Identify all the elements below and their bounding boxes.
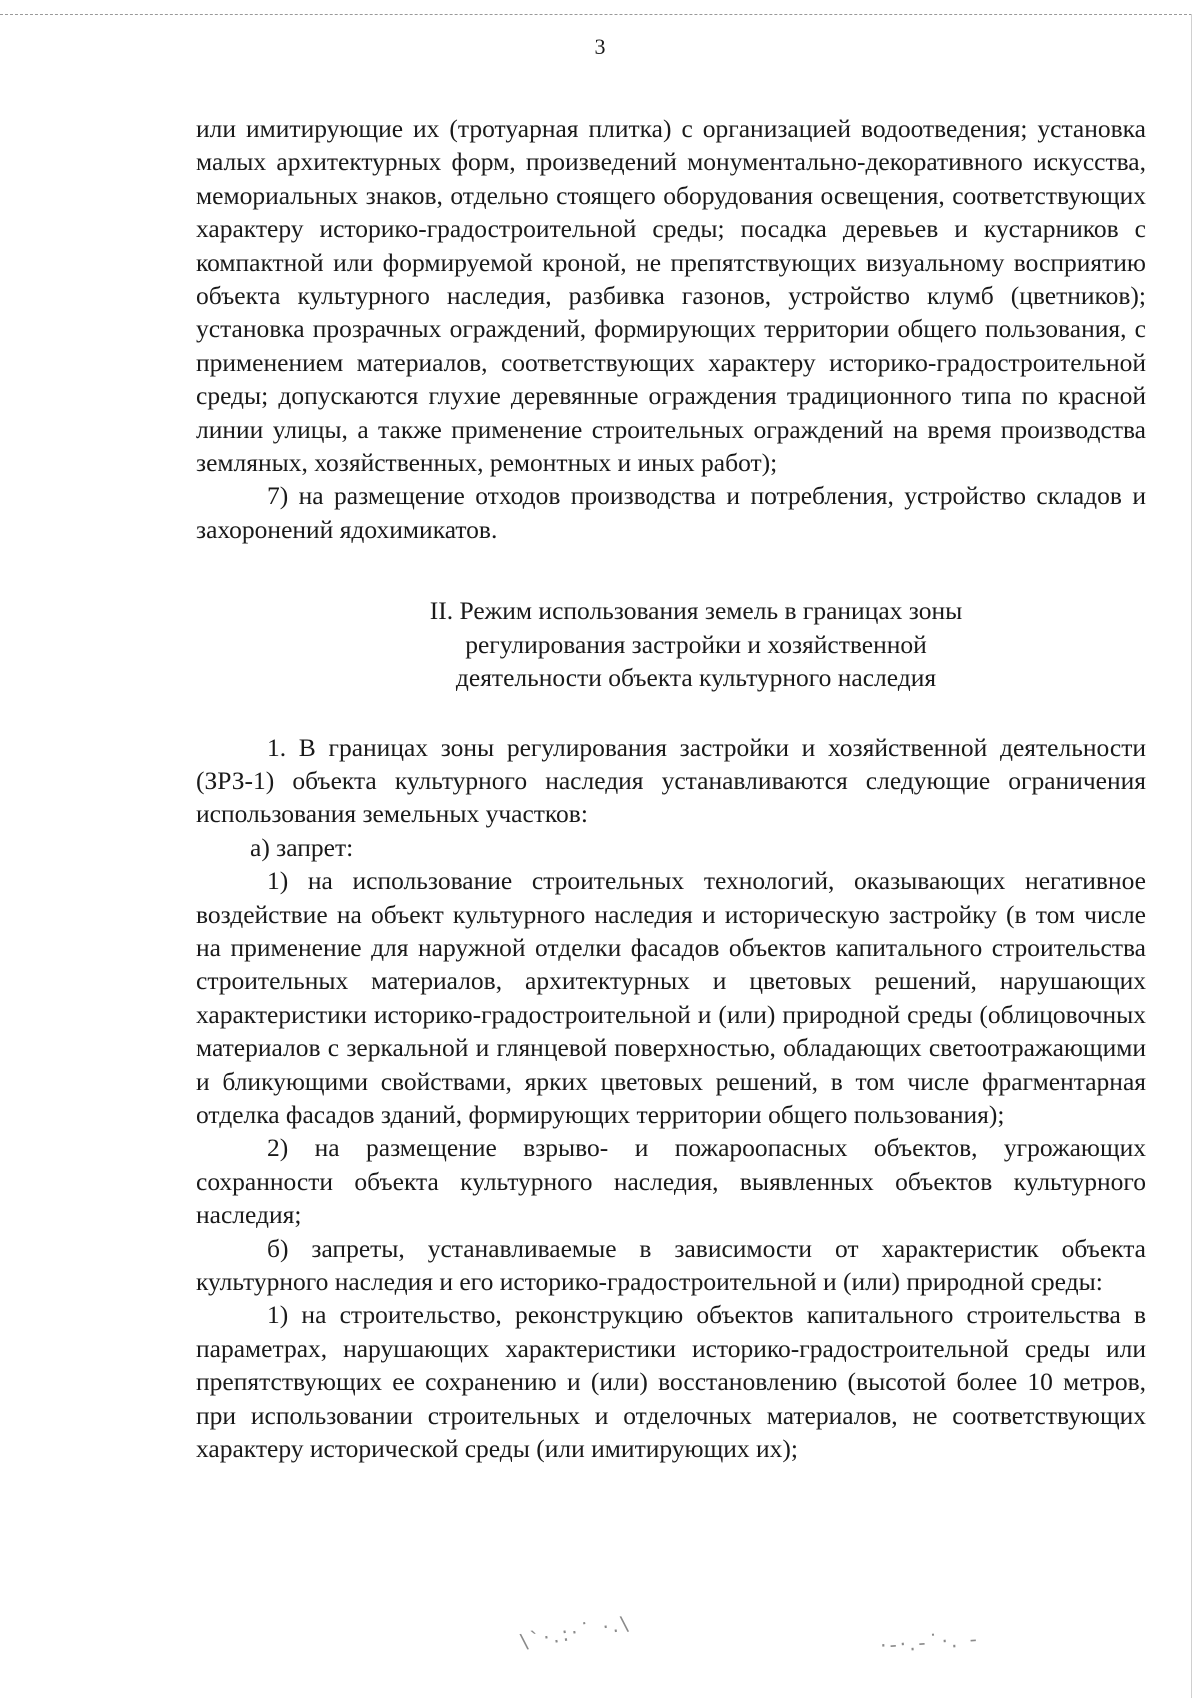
paragraph-a-item-1: 1) на использование строительных технологий, оказывающих негативное воздействие на объект культурного наследия и историческую застройку (в том числе на применение для наружной отделки фасадов объектов капитального строительства строительных материалов, архитектурных и цветовых решений, нарушающих характеристики историко-градостроительной и (или) природной среды (облицовочных материалов с зеркальной и глянцевой поверхностью, обладающих светоотражающими и бликующими свойствами, ярких цветовых решений, в том числе фрагментарная отделка фасадов зданий, формирующих территории общего пользования);: [196, 866, 1146, 1129]
scan-right-edge: [1191, 14, 1192, 1698]
section-heading-line: деятельности объекта культурного наследия: [455, 663, 937, 693]
scan-smudge: \`·.:·˙ ·.\: [518, 1610, 633, 1654]
paragraph-b-item-1: 1) на строительство, реконструкцию объектов капитального строительства в параметрах, нарушающих характеристики историко-градостроительной среды или препятствующих ее сохранению и (или) восстановлению (высотой более 10 метров, при использовании строительных и отделочных материалов, не соответствующих характеру исторической среды (или имитирующих их);: [196, 1300, 1146, 1464]
section-heading: [196, 594, 1146, 694]
page-number: 3: [594, 34, 606, 59]
document-body: [196, 112, 1146, 1465]
paragraph-continuation: или имитирующие их (тротуарная плитка) с организацией водоотведения; установка малых архитектурных форм, произведений монументально-декоративного искусства, мемориальных знаков, отдельно стоящего оборудования освещения, соответствующих характеру историко-градостроительной среды; посадка деревьев и кустарников с компактной или формируемой кроной, не препятствующих визуальному восприятию объекта культурного наследия, разбивка газонов, устройство клумб (цветников); установка прозрачных ограждений, формирующих территории общего пользования, с применением материалов, соответствующих характеру историко-градостроительной среды; допускаются глухие деревянные ограждения традиционного типа по красной линии улицы, а также применение строительных ограждений на время производства земляных, хозяйственных, ремонтных и иных работ);: [196, 114, 1146, 478]
section-heading-line: II. Режим использования земель в границах зоны: [429, 596, 963, 626]
paragraph-sub-b: б) запреты, устанавливаемые в зависимости от характеристик объекта культурного наследия и его историко-градостроительной и (или) природной среды:: [196, 1233, 1146, 1296]
paragraph-sub-a: а) запрет:: [250, 832, 354, 862]
paragraph-item-7: 7) на размещение отходов производства и потребления, устройство складов и захоронений ядохимикатов.: [196, 481, 1146, 544]
scan-smudge: ·-·.-˙·. -: [879, 1626, 981, 1658]
section-heading-line: регулирования застройки и хозяйственной: [465, 629, 927, 659]
paragraph-a-item-2: 2) на размещение взрыво- и пожароопасных объектов, угрожающих сохранности объекта культурного наследия, выявленных объектов культурного наследия;: [196, 1133, 1146, 1230]
scan-top-edge: [0, 14, 1192, 15]
paragraph-clause-1: 1. В границах зоны регулирования застройки и хозяйственной деятельности (ЗРЗ-1) объекта культурного наследия устанавливаются следующие ограничения использования земельных участков:: [196, 732, 1146, 829]
